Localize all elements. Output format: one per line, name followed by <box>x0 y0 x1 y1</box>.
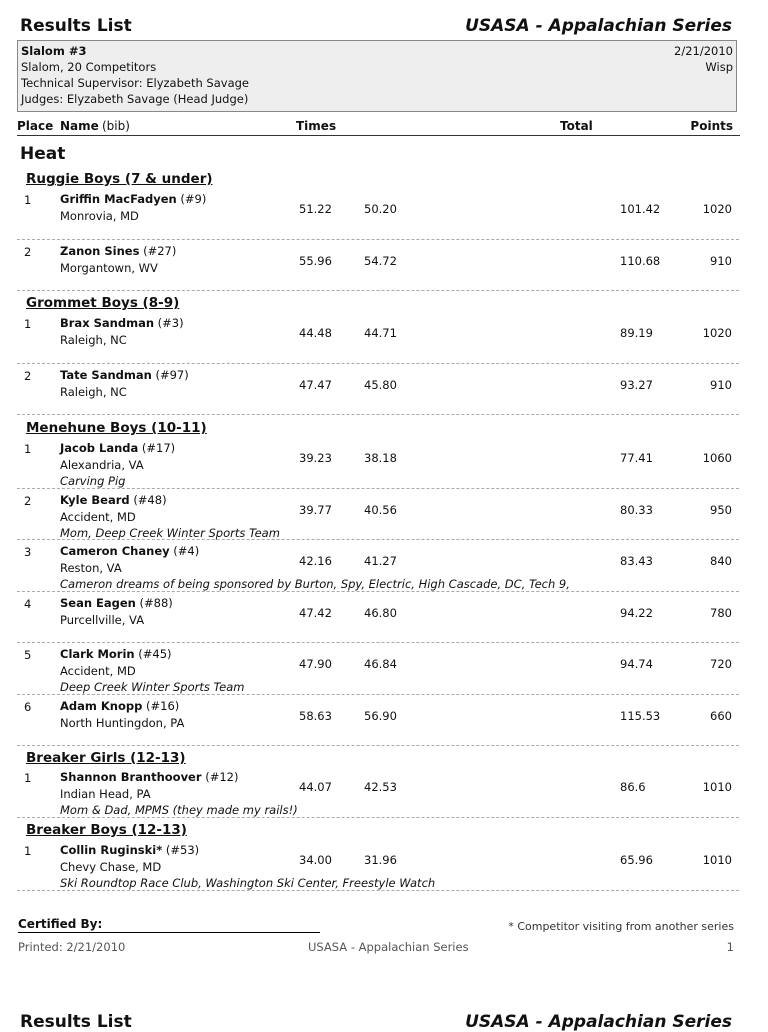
place: 1 <box>24 193 32 207</box>
competitor-name <box>60 368 189 382</box>
competitor-name-text: Shannon Branthoover <box>60 770 202 784</box>
competitor-name <box>60 770 238 784</box>
time-run-1: 55.96 <box>299 254 332 268</box>
competitor-name <box>60 192 206 206</box>
column-header <box>17 119 740 136</box>
time-run-1: 44.07 <box>299 780 332 794</box>
points: 950 <box>710 503 732 517</box>
total-time: 65.96 <box>620 853 653 867</box>
competitor-name-text: Adam Knopp <box>60 699 143 713</box>
points: 1060 <box>702 451 732 465</box>
competitor-name-text: Sean Eagen <box>60 596 136 610</box>
location: Purcellville, VA <box>60 613 145 627</box>
total-time: 115.53 <box>620 709 661 723</box>
place: 4 <box>24 597 32 611</box>
competitor-name <box>60 316 184 330</box>
result-row <box>17 694 739 746</box>
location: Reston, VA <box>60 561 122 575</box>
category-title: Breaker Boys (12-13) <box>26 822 187 838</box>
certified-by-label: Certified By: <box>18 917 103 931</box>
place: 2 <box>24 245 32 259</box>
location: Accident, MD <box>60 664 136 678</box>
col-total: Total <box>560 119 593 133</box>
total-time: 77.41 <box>620 451 653 465</box>
result-row <box>17 642 739 695</box>
competitor-name <box>60 544 199 558</box>
page-number: 1 <box>726 940 734 954</box>
result-row <box>17 838 739 891</box>
time-run-2: 56.90 <box>364 709 397 723</box>
result-row <box>17 311 739 364</box>
competitor-name-text: Kyle Beard <box>60 493 130 507</box>
event-venue: Wisp <box>705 60 733 74</box>
place: 1 <box>24 442 32 456</box>
sponsor-note: Mom, Deep Creek Winter Sports Team <box>60 526 280 540</box>
time-run-1: 44.48 <box>299 326 332 340</box>
competitor-name-text: Griffin MacFadyen <box>60 192 177 206</box>
category-title: Menehune Boys (10-11) <box>26 420 207 436</box>
total-time: 89.19 <box>620 326 653 340</box>
total-time: 80.33 <box>620 503 653 517</box>
result-row <box>17 187 739 240</box>
time-run-1: 39.23 <box>299 451 332 465</box>
time-run-2: 40.56 <box>364 503 397 517</box>
competitor-name-text: Collin Ruginski* <box>60 843 163 857</box>
time-run-1: 47.42 <box>299 606 332 620</box>
time-run-1: 34.00 <box>299 853 332 867</box>
time-run-1: 51.22 <box>299 202 332 216</box>
category-title: Grommet Boys (8-9) <box>26 295 180 311</box>
result-row <box>17 436 739 489</box>
time-run-2: 46.84 <box>364 657 397 671</box>
place: 1 <box>24 317 32 331</box>
time-run-2: 41.27 <box>364 554 397 568</box>
location: Accident, MD <box>60 510 136 524</box>
place: 5 <box>24 648 32 662</box>
time-run-2: 46.80 <box>364 606 397 620</box>
competitor-name-text: Zanon Sines <box>60 244 140 258</box>
competitor-name <box>60 647 172 661</box>
points: 910 <box>710 378 732 392</box>
place: 6 <box>24 700 32 714</box>
col-times: Times <box>296 119 337 133</box>
bib: (#27) <box>143 244 177 258</box>
visiting-competitor-footnote: * Competitor visiting from another series <box>508 920 734 933</box>
total-time: 86.6 <box>620 780 646 794</box>
sponsor-note: Deep Creek Winter Sports Team <box>60 680 245 694</box>
bib: (#97) <box>155 368 189 382</box>
result-row <box>17 765 739 818</box>
bib: (#3) <box>157 316 184 330</box>
time-run-1: 47.90 <box>299 657 332 671</box>
place: 2 <box>24 369 32 383</box>
sponsor-note: Carving Pig <box>60 474 126 488</box>
points: 840 <box>710 554 732 568</box>
printed-date: Printed: 2/21/2010 <box>18 940 126 954</box>
time-run-2: 54.72 <box>364 254 397 268</box>
bib: (#4) <box>173 544 200 558</box>
competitor-name <box>60 596 173 610</box>
sponsor-note: Cameron dreams of being sponsored by Burton, Spy, Electric, High Cascade, DC, Tech 9, <box>60 577 570 591</box>
place: 3 <box>24 545 32 559</box>
location: Chevy Chase, MD <box>60 860 162 874</box>
result-row <box>17 239 739 291</box>
time-run-2: 50.20 <box>364 202 397 216</box>
competitor-name <box>60 244 176 258</box>
result-row <box>17 488 739 540</box>
time-run-1: 39.77 <box>299 503 332 517</box>
competitor-name-text: Jacob Landa <box>60 441 139 455</box>
col-place: Place <box>17 119 54 133</box>
location: North Huntingdon, PA <box>60 716 185 730</box>
points: 1010 <box>702 780 732 794</box>
result-row <box>17 363 739 415</box>
page-title: Results List <box>20 16 132 36</box>
judges: Judges: Elyzabeth Savage (Head Judge) <box>21 92 249 106</box>
bib: (#17) <box>141 441 176 455</box>
bib: (#45) <box>138 647 172 661</box>
event-date-venue <box>674 43 733 75</box>
place: 1 <box>24 844 32 858</box>
competitor-name <box>60 493 167 507</box>
result-row <box>17 591 739 643</box>
bib: (#48) <box>133 493 167 507</box>
time-run-2: 38.18 <box>364 451 397 465</box>
time-run-2: 44.71 <box>364 326 397 340</box>
time-run-1: 58.63 <box>299 709 332 723</box>
time-run-1: 47.47 <box>299 378 332 392</box>
location: Raleigh, NC <box>60 385 127 399</box>
location: Alexandria, VA <box>60 458 144 472</box>
col-bib: (bib) <box>102 119 130 133</box>
bib: (#12) <box>205 770 239 784</box>
points: 1020 <box>702 326 732 340</box>
series-title: USASA - Appalachian Series <box>465 16 732 36</box>
next-page-series-title: USASA - Appalachian Series <box>465 1012 732 1032</box>
event-date: 2/21/2010 <box>674 44 733 58</box>
location: Morgantown, WV <box>60 261 158 275</box>
bib: (#88) <box>139 596 173 610</box>
heat-label: Heat <box>20 144 66 164</box>
next-page-title: Results List <box>20 1012 132 1032</box>
location: Indian Head, PA <box>60 787 151 801</box>
category-title: Breaker Girls (12-13) <box>26 750 186 766</box>
competitor-name <box>60 699 179 713</box>
time-run-2: 31.96 <box>364 853 397 867</box>
event-format: Slalom, 20 Competitors <box>21 60 157 74</box>
competitor-name <box>60 843 199 857</box>
total-time: 93.27 <box>620 378 653 392</box>
points: 1020 <box>702 202 732 216</box>
bib: (#53) <box>165 843 200 857</box>
result-row <box>17 539 739 592</box>
sponsor-note: Mom & Dad, MPMS (they made my rails!) <box>60 803 298 817</box>
total-time: 101.42 <box>620 202 661 216</box>
category-title: Ruggie Boys (7 & under) <box>26 171 213 187</box>
competitor-name-text: Tate Sandman <box>60 368 152 382</box>
technical-supervisor: Technical Supervisor: Elyzabeth Savage <box>21 76 249 90</box>
competitor-name-text: Clark Morin <box>60 647 135 661</box>
location: Monrovia, MD <box>60 209 139 223</box>
time-run-1: 42.16 <box>299 554 332 568</box>
points: 660 <box>710 709 732 723</box>
total-time: 83.43 <box>620 554 653 568</box>
time-run-2: 45.80 <box>364 378 397 392</box>
points: 780 <box>710 606 732 620</box>
competitor-name-text: Brax Sandman <box>60 316 155 330</box>
event-name: Slalom #3 <box>21 44 87 58</box>
competitor-name <box>60 441 175 455</box>
sponsor-note: Ski Roundtop Race Club, Washington Ski Center, Freestyle Watch <box>60 876 436 890</box>
location: Raleigh, NC <box>60 333 127 347</box>
place: 1 <box>24 771 32 785</box>
points: 1010 <box>702 853 732 867</box>
col-points: Points <box>690 119 733 133</box>
signature-line <box>18 932 320 933</box>
total-time: 94.22 <box>620 606 653 620</box>
points: 720 <box>710 657 732 671</box>
time-run-2: 42.53 <box>364 780 397 794</box>
footer-series: USASA - Appalachian Series <box>308 940 469 954</box>
col-name: Name <box>60 119 99 133</box>
place: 2 <box>24 494 32 508</box>
bib: (#9) <box>180 192 207 206</box>
total-time: 94.74 <box>620 657 653 671</box>
total-time: 110.68 <box>620 254 661 268</box>
competitor-name-text: Cameron Chaney <box>60 544 170 558</box>
bib: (#16) <box>146 699 180 713</box>
event-info-box <box>17 40 737 112</box>
points: 910 <box>710 254 732 268</box>
